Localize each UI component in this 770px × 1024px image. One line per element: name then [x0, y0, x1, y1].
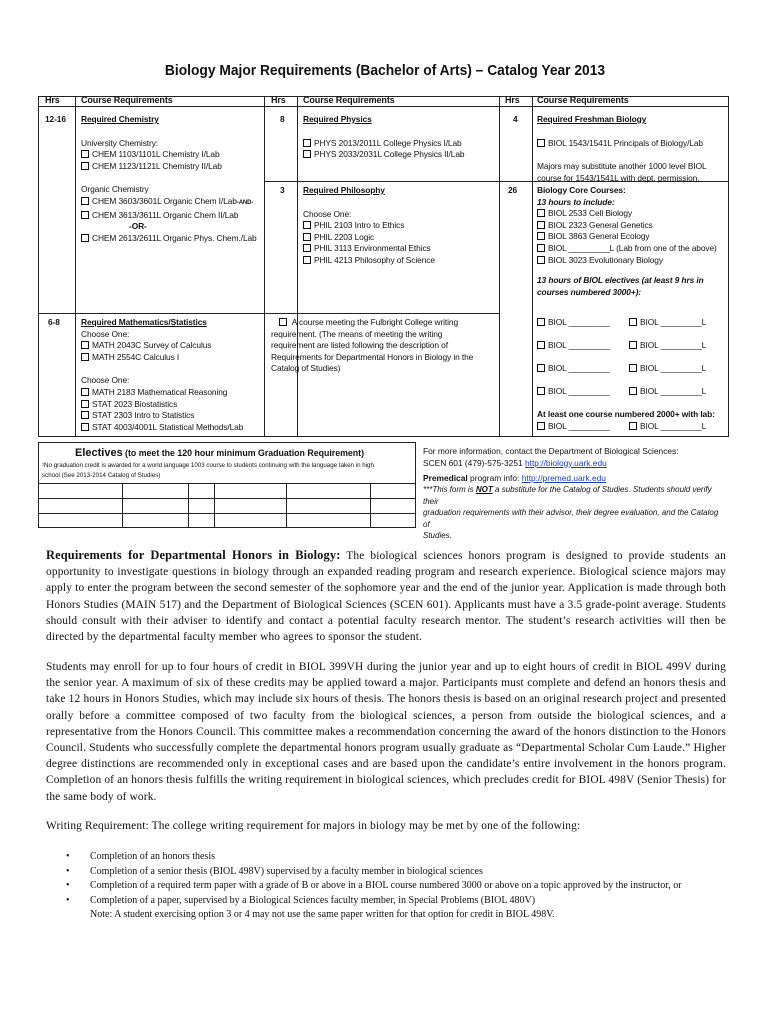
checkbox[interactable] [303, 244, 311, 252]
writing-text: Requirements for Departmental Honors in Biology in the [271, 351, 474, 362]
freshman-section [537, 114, 725, 184]
course-item: CHEM 3613/3611L Organic Chem II/Lab [92, 209, 239, 220]
biol-elective-blanks [537, 317, 725, 432]
contact-phone: SCEN 601 (479)-575-3251 [423, 457, 525, 468]
physics-heading: Required Physics [303, 114, 372, 124]
checkbox[interactable] [279, 318, 287, 326]
course-header: Course Requirements [537, 95, 629, 105]
math-hours: 6-8 [48, 317, 60, 327]
honors-details-paragraph: Students may enroll for up to four hours of credit in BIOL 399VH during the junior year and up to eight hours of credit in BIOL 499V during the senior year. A maximum of six of these credits may be applied toward a major. Participants must complete and defend an honors thesis and take 12 hours in Honors Studies, which may include six hours of thesis. The honors thesis is based on an original research project and presented orally before a committee composed of two faculty from the biological sciences, a person from outside the biological sciences, and a representative from the Honors Council. This committee makes a recommendation concerning the award of the honors distinction to the Honors Council. Students who successfully complete the departmental honors program usually graduate as “Departmental Scholar Cum Laude.” Higher degree distinctions are recommended only in exceptional cases and are based upon the candidate’s entire involvement in the honors program. Completion of an honors thesis fulfills the writing requirement in biological sciences, which precludes credit for BIOL 498V (Senior Thesis) for the same body of work. [46, 661, 726, 803]
list-item-text: Completion of an honors thesis [90, 851, 215, 862]
disclaimer [423, 484, 727, 541]
list-item-text: Completion of a paper, supervised by a Biological Sciences faculty member, in Special Problems (BIOL 480V) [90, 894, 536, 906]
univ-chem-label: University Chemistry: [81, 137, 159, 148]
checkbox[interactable] [81, 341, 89, 349]
choose-label: Choose One: [81, 328, 130, 339]
electives-heading-row [75, 447, 364, 459]
chemistry-section [81, 114, 261, 244]
checkbox[interactable] [303, 221, 311, 229]
choose-label: Choose One: [81, 375, 130, 386]
blank-course-lab[interactable]: BIOL _________L [640, 420, 707, 431]
course-item: PHIL 2103 Intro to Ethics [314, 220, 405, 231]
course-item: CHEM 3603/3601L Organic Chem I/Lab [92, 195, 237, 206]
core-hours: 26 [508, 185, 518, 195]
writing-text: requirement. (The means of meeting the writing [271, 328, 443, 339]
blank-course-lab[interactable]: BIOL _________L [640, 386, 707, 396]
blank-course[interactable]: BIOL _________ [548, 363, 610, 373]
checkbox[interactable] [537, 422, 545, 430]
electives-heading-note: (to meet the 120 hour minimum Graduation Requirement) [125, 448, 365, 458]
list-item: • Completion of a paper, supervised by a Biological Sciences faculty member, in Special Problems (BIOL 480V) [66, 894, 536, 906]
hrs-header: Hrs [505, 95, 520, 105]
math-section [81, 317, 261, 433]
writing-requirement-section [271, 317, 497, 375]
lab-requirement-heading: At least one course numbered 2000+ with lab: [537, 409, 715, 419]
biology-link[interactable]: http://biology.uark.edu [524, 457, 607, 468]
checkbox[interactable] [537, 256, 545, 264]
course-item: PHIL 4213 Philosophy of Science [314, 254, 435, 265]
course-item: PHYS 2013/2011L College Physics I/Lab [314, 137, 462, 148]
blank-course-lab[interactable]: BIOL _________L [640, 340, 707, 350]
writing-requirement-paragraph: Writing Requirement: The college writing requirement for majors in biology may be met by one of the following: [46, 820, 581, 832]
physics-hours: 8 [280, 114, 285, 124]
course-item: PHIL 3113 Environmental Ethics [314, 243, 431, 254]
course-item: BIOL 2533 Cell Biology [548, 208, 633, 219]
electives-note: courses numbered 3000+): [537, 286, 641, 297]
course-item: BIOL 2323 General Genetics [548, 219, 653, 230]
blank-course-lab[interactable]: BIOL _________L [640, 363, 707, 373]
organic-chem-label: Organic Chemistry [81, 184, 149, 195]
honors-lead: Requirements for Departmental Honors in Biology: [46, 548, 341, 562]
or-label: -OR- [129, 221, 147, 232]
chem-heading: Required Chemistry [81, 114, 159, 124]
electives-entry-table[interactable] [39, 483, 415, 528]
blank-course[interactable]: BIOL _________ [548, 317, 610, 327]
writing-text: requirement are listed following the description of [271, 340, 448, 351]
checkbox[interactable] [537, 341, 545, 349]
honors-paragraph [46, 547, 726, 645]
checkbox[interactable] [629, 422, 637, 430]
course-item: STAT 2023 Biostatistics [92, 398, 178, 409]
course-item: BIOL _________L (Lab from one of the above) [548, 242, 717, 253]
physics-section [303, 114, 497, 161]
course-item: STAT 4003/4001L Statistical Methods/Lab [92, 421, 244, 432]
list-item-text: Completion of a required term paper with a grade of B or above in a BIOL course numbered 3000 or above on a topic approved by the instructor, or [90, 880, 682, 892]
writing-options-list [60, 850, 726, 923]
course-header: Course Requirements [303, 95, 395, 105]
disclaimer-text: Studies. [423, 531, 452, 541]
list-item-text: Completion of a senior thesis (BIOL 498V) supervised by a faculty member in biological sciences [90, 865, 483, 877]
checkbox[interactable] [537, 139, 545, 147]
premed-text: program info: [467, 472, 522, 483]
checkbox[interactable] [537, 244, 545, 252]
hrs-header: Hrs [271, 95, 286, 105]
electives-footnote [42, 461, 374, 481]
course-item: PHYS 2033/2031L College Physics II/Lab [314, 149, 465, 160]
disclaimer-text: a substitute for the Catalog of Studies. Students should verify their [423, 485, 712, 506]
footnote-line: ¹No graduation credit is awarded for a world language 1003 course to students continuing with the language taken in high [42, 462, 374, 469]
and-label: -AND- [236, 199, 254, 206]
page-title: Biology Major Requirements (Bachelor of Arts) – Catalog Year 2013 [164, 62, 606, 79]
checkbox[interactable] [81, 162, 89, 170]
not-emphasis: NOT [475, 485, 493, 495]
checkbox[interactable] [629, 318, 637, 326]
course-item: CHEM 2613/2611L Organic Phys. Chem./Lab [92, 232, 257, 243]
checkbox[interactable] [537, 364, 545, 372]
checkbox[interactable] [81, 211, 89, 219]
checkbox[interactable] [537, 318, 545, 326]
philosophy-heading: Required Philosophy [303, 185, 385, 195]
electives-note: 13 hours of BIOL electives (at least 9 hrs in [537, 275, 704, 286]
checkbox[interactable] [537, 387, 545, 395]
blank-course-lab[interactable]: BIOL _________L [640, 317, 707, 327]
course-item: BIOL 3863 General Ecology [548, 231, 650, 242]
course-item: MATH 2554C Calculus I [92, 351, 180, 362]
chem-hours: 12-16 [45, 114, 66, 124]
freshman-heading: Required Freshman Biology [537, 114, 647, 124]
checkbox[interactable] [537, 209, 545, 217]
blank-course[interactable]: BIOL _________ [548, 340, 610, 350]
list-item: • Completion of a required term paper with a grade of B or above in a BIOL course numbered 3000 or above on a topic approved by the instructor, or [66, 880, 682, 892]
checkbox[interactable] [629, 387, 637, 395]
contact-line: For more information, contact the Department of Biological Sciences: [423, 446, 679, 456]
course-header: Course Requirements [81, 95, 173, 105]
core-subheading: 13 hours to include: [537, 196, 615, 207]
honors-text: The biological sciences honors program is designed to provide students an opportunity to investigate questions in biology through an expanded reading program and research experience. Biological science majors may apply to enter the program between the second semester of the sophomore year and the end of the junior year. Application is made through both Honors Studies (MAIN 517) and the Department of Biological Sciences (SCEN 601). Applicants must have a 3.5 grade-point average. Students should consult with their adviser to identify and contact a potential faculty research mentor. The student’s research activities will then be directed by the departmental faculty member who agrees to sponsor the student. [46, 550, 726, 644]
checkbox[interactable] [537, 232, 545, 240]
checkbox[interactable] [81, 234, 89, 242]
core-heading: Biology Core Courses: [537, 185, 626, 195]
course-item: MATH 2183 Mathematical Reasoning [92, 386, 228, 397]
philosophy-section [303, 185, 497, 267]
list-item: • Completion of an honors thesis [66, 851, 215, 862]
course-item: BIOL 1543/1541L Principals of Biology/Lab [548, 137, 703, 148]
premed-label: Premedical [423, 472, 468, 483]
blank-course[interactable]: BIOL _________ [548, 420, 610, 431]
blank-course[interactable]: BIOL _________ [548, 386, 610, 396]
footnote-line: school (See 2013-2014 Catalog of Studies) [42, 472, 161, 479]
checkbox[interactable] [81, 400, 89, 408]
checkbox[interactable] [303, 139, 311, 147]
writing-text: A course meeting the Fulbright College writing [291, 317, 459, 327]
course-item: PHIL 2203 Logic [314, 231, 375, 242]
checkbox[interactable] [81, 197, 89, 205]
math-heading: Required Mathematics/Statistics [81, 317, 207, 327]
freshman-hours: 4 [513, 114, 518, 124]
checkbox[interactable] [81, 423, 89, 431]
premed-link[interactable]: http://premed.uark.edu [521, 472, 606, 483]
checkbox[interactable] [629, 364, 637, 372]
course-item: CHEM 1123/1121L Chemistry II/Lab [92, 160, 222, 171]
course-item: MATH 2043C Survey of Calculus [92, 340, 212, 351]
core-section [537, 185, 725, 298]
checkbox[interactable] [537, 221, 545, 229]
disclaimer-text: ***This form is [423, 485, 476, 495]
substitution-note: course for 1543/1541L with dept. permission. [537, 172, 700, 183]
course-item: BIOL 3023 Evolutionary Biology [548, 254, 663, 265]
electives-heading: Electives [75, 447, 123, 459]
disclaimer-text: graduation requirements with their advisor, their degree evaluation, and the Catalog of [423, 508, 719, 529]
course-item: STAT 2303 Intro to Statistics [92, 410, 195, 421]
hrs-header: Hrs [45, 95, 60, 105]
choose-label: Choose One: [303, 208, 352, 219]
checkbox[interactable] [629, 341, 637, 349]
checkbox[interactable] [81, 388, 89, 396]
option-note: Note: A student exercising option 3 or 4 may not use the same paper written for that option for credit in BIOL 498V. [90, 909, 555, 921]
contact-info [423, 446, 727, 541]
philosophy-hours: 3 [280, 185, 285, 195]
writing-text: Catalog of Studies) [271, 363, 341, 374]
checkbox[interactable] [81, 150, 89, 158]
electives-box [38, 442, 416, 528]
checkbox[interactable] [303, 150, 311, 158]
checkbox[interactable] [81, 353, 89, 361]
substitution-note: Majors may substitute another 1000 level BIOL [537, 161, 707, 172]
list-item: • Completion of a senior thesis (BIOL 498V) supervised by a faculty member in biological sciences [66, 865, 483, 877]
checkbox[interactable] [303, 233, 311, 241]
checkbox[interactable] [303, 256, 311, 264]
course-item: CHEM 1103/1101L Chemistry I/Lab [92, 149, 220, 160]
checkbox[interactable] [81, 411, 89, 419]
requirements-grid [38, 96, 729, 437]
